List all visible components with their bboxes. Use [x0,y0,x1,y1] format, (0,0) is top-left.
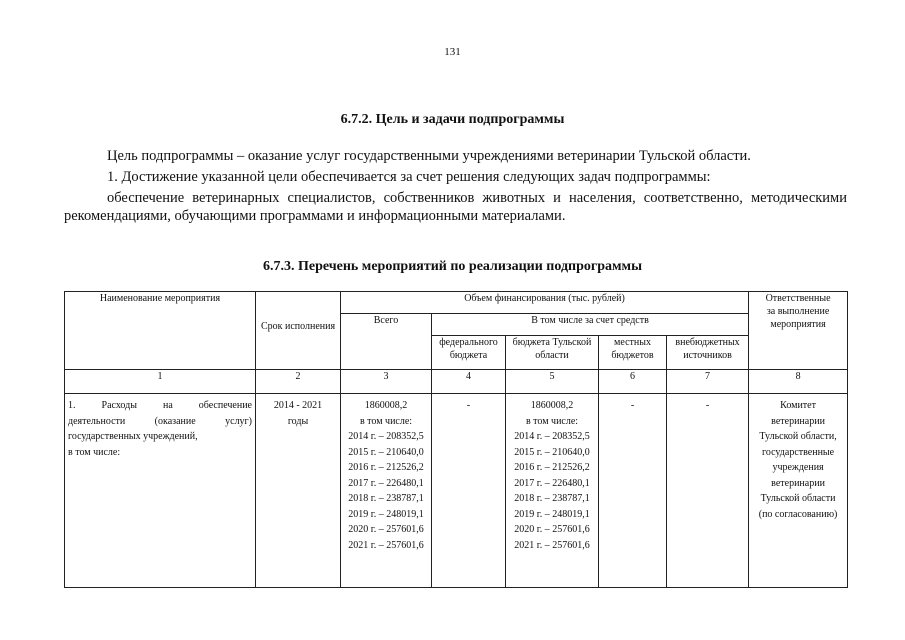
total-value: 1860008,2 [364,400,408,411]
col-number-5: 5 [506,370,599,394]
paragraph-task-line1: обеспечение ветеринарных специалистов, собственников животных и населения, соответственно, методическими [107,190,847,206]
cell-measure-name [65,394,256,588]
extra-value: - [705,400,710,411]
header-name: Наименование мероприятия [65,292,256,370]
measure-name-line: деятельности (оказание услуг) [68,415,252,427]
responsible-line: Тульской области [760,493,836,504]
paragraph-tasks-intro: 1. Достижение указанной цели обеспечивается за счет решения следующих задач подпрограммы: [107,169,711,185]
regional-value: 2016 г. – 212526,2 [514,462,590,473]
regional-value: 1860008,2 [530,400,574,411]
header-total: Всего [341,314,432,370]
regional-value: 2019 г. – 248019,1 [514,508,590,520]
total-value: 2015 г. – 210640,0 [348,446,424,458]
header-volume: Объем финансирования (тыс. рублей) [341,292,749,314]
header-local: местных бюджетов [599,336,667,370]
total-value: 2016 г. – 212526,2 [348,462,424,473]
page-number: 131 [444,46,461,58]
total-value: 2014 г. – 208352,5 [348,431,424,442]
cell-total [341,394,432,588]
responsible-line: Комитет [780,400,816,411]
col-number-2: 2 [256,370,341,394]
regional-value: 2018 г. – 238787,1 [514,493,590,504]
col-number-6: 6 [599,370,667,394]
col-number-7: 7 [667,370,749,394]
col-number-4: 4 [432,370,506,394]
col-number-3: 3 [341,370,432,394]
col-number-8: 8 [749,370,848,394]
regional-value: 2017 г. – 226480,1 [514,477,590,489]
responsible-line: ветеринарии [771,477,825,489]
total-value: 2017 г. – 226480,1 [348,477,424,489]
total-value: 2021 г. – 257601,6 [348,539,424,551]
responsible-line: учреждения [772,462,824,473]
paragraph-task-line2: рекомендациями, обучающими программами и информационными материалами. [64,208,566,224]
paragraph-goal: Цель подпрограммы – оказание услуг государственными учреждениями ветеринарии Тульской области. [107,148,751,164]
cell-term [256,394,341,588]
heading-goal-tasks: 6.7.2. Цель и задачи подпрограммы [340,112,565,127]
cell-extra [667,394,749,588]
total-value: 2020 г. – 257601,6 [348,524,424,535]
total-value: 2019 г. – 248019,1 [348,508,424,520]
table-row [65,394,848,588]
measure-name-line: в том числе: [68,446,121,458]
total-value: 2018 г. – 238787,1 [348,493,424,504]
regional-value: в том числе: [525,415,579,427]
header-federal: федерального бюджета [432,336,506,370]
regional-value: 2015 г. – 210640,0 [514,446,590,458]
measures-table [64,291,848,588]
regional-value: 2014 г. – 208352,5 [514,431,590,442]
measure-name-line: 1. Расходы на обеспечение [68,400,252,411]
responsible-line: ветеринарии [771,415,825,427]
cell-federal [432,394,506,588]
term-line: годы [287,415,309,427]
header-regional: бюджета Тульской области [506,336,599,370]
col-number-1: 1 [65,370,256,394]
regional-value: 2020 г. – 257601,6 [514,524,590,535]
header-including: В том числе за счет средств [432,314,749,336]
regional-value: 2021 г. – 257601,6 [514,539,590,551]
local-value: - [630,400,635,411]
total-value: в том числе: [359,415,413,427]
measure-name-line: государственных учреждений, [68,431,198,442]
cell-responsible [749,394,848,588]
cell-local [599,394,667,588]
cell-regional [506,394,599,588]
responsible-line: (по согласованию) [758,508,838,520]
header-term: Срок исполнения [256,292,341,370]
header-extra: внебюджетных источников [667,336,749,370]
header-responsible: Ответственные за выполнение мероприятия [749,292,848,370]
heading-measures-list: 6.7.3. Перечень мероприятий по реализации подпрограммы [262,259,643,274]
responsible-line: Тульской области, [759,431,837,442]
responsible-line: государственные [762,446,835,458]
federal-value: - [466,400,471,411]
term-line: 2014 - 2021 [273,400,323,411]
